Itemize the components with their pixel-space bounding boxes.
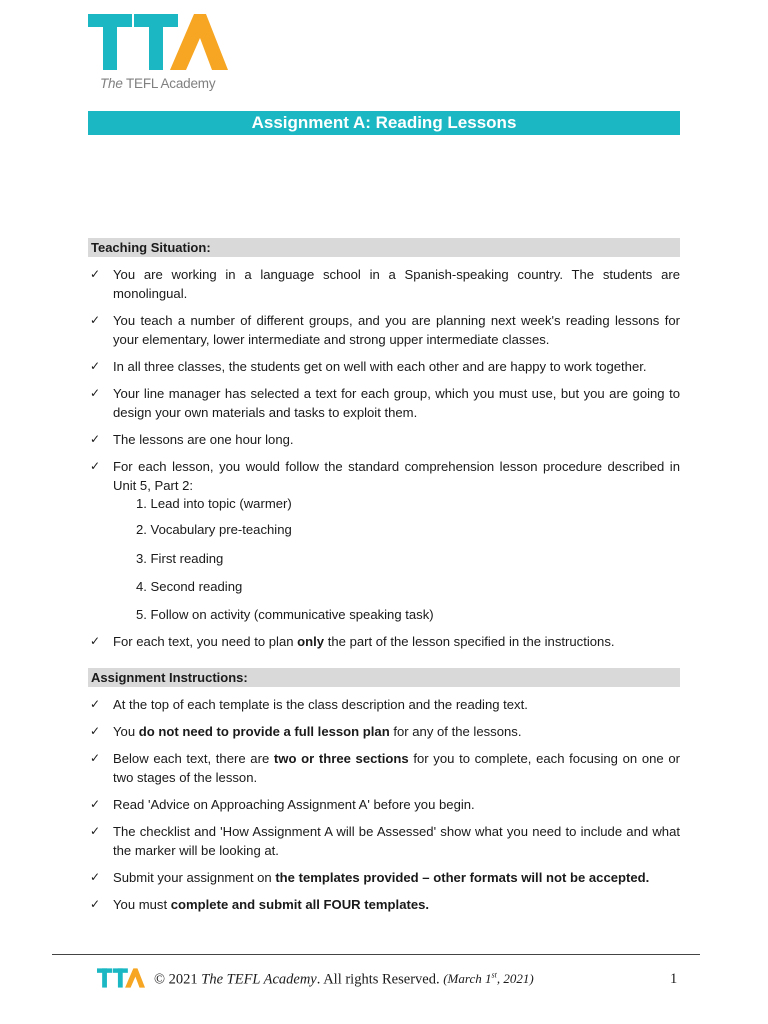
- footer-copyright: © 2021 The TEFL Academy. All rights Reserved. (March 1st, 2021): [154, 971, 534, 988]
- teaching-situation-heading: Teaching Situation:: [88, 238, 680, 257]
- logo-tagline: The TEFL Academy: [100, 76, 216, 91]
- procedure-step: 1. Lead into topic (warmer): [136, 496, 292, 511]
- footer-divider: [52, 954, 700, 955]
- page-title: Assignment A: Reading Lessons: [88, 111, 680, 135]
- tta-logo: [88, 14, 228, 94]
- check-icon: ✓: [90, 267, 101, 281]
- list-item: ✓ The lessons are one hour long.: [90, 432, 294, 447]
- teaching-situation-final: [88, 632, 680, 651]
- procedure-step: 5. Follow on activity (communicative speaking task): [136, 607, 434, 622]
- check-icon: ✓: [90, 697, 101, 711]
- list-item: ✓ You are working in a language school in a Spanish-speaking country. The students are monolingual.: [90, 267, 680, 301]
- check-icon: ✓: [90, 897, 101, 911]
- procedure-step: 4. Second reading: [136, 579, 243, 594]
- tta-logo-small: [97, 964, 145, 994]
- list-item: ✓ Submit your assignment on the templates provided – other formats will not be accepted.: [90, 870, 650, 885]
- check-icon: ✓: [90, 432, 101, 446]
- assignment-instructions-heading: Assignment Instructions:: [88, 668, 680, 687]
- list-item: ✓ You teach a number of different groups, and you are planning next week's reading lessons for your elementary, lower intermediate and strong upper intermediate classes.: [90, 313, 680, 347]
- check-icon: ✓: [90, 459, 101, 473]
- teaching-situation-list: [88, 265, 680, 495]
- procedure-step: 2. Vocabulary pre-teaching: [136, 522, 292, 537]
- check-icon: ✓: [90, 751, 101, 765]
- list-item: ✓ Read 'Advice on Approaching Assignment A' before you begin.: [90, 797, 475, 812]
- check-icon: ✓: [90, 824, 101, 838]
- check-icon: ✓: [90, 359, 101, 373]
- footer-logo: [97, 964, 145, 994]
- check-icon: ✓: [90, 313, 101, 327]
- list-item: ✓ For each lesson, you would follow the standard comprehension lesson procedure described in Unit 5, Part 2:: [90, 459, 680, 493]
- list-item: ✓ Your line manager has selected a text for each group, which you must use, but you are going to design your own materials and tasks to exploit them.: [90, 386, 680, 420]
- tta-logo-mark: [88, 14, 228, 76]
- check-icon: ✓: [90, 797, 101, 811]
- page-number: 1: [670, 971, 678, 987]
- check-icon: ✓: [90, 634, 101, 648]
- assignment-instructions-list: [88, 695, 680, 914]
- list-item: ✓ You do not need to provide a full lesson plan for any of the lessons.: [90, 724, 522, 739]
- list-item: ✓ The checklist and 'How Assignment A will be Assessed' show what you need to include and what the marker will be looking at.: [90, 824, 680, 858]
- check-icon: ✓: [90, 870, 101, 884]
- procedure-step: 3. First reading: [136, 551, 224, 566]
- list-item: ✓ You must complete and submit all FOUR templates.: [90, 897, 430, 912]
- list-item: ✓ Below each text, there are two or three sections for you to complete, each focusing on one or two stages of the lesson.: [90, 751, 680, 785]
- list-item: ✓ At the top of each template is the class description and the reading text.: [90, 697, 528, 712]
- check-icon: ✓: [90, 724, 101, 738]
- list-item: ✓ In all three classes, the students get on well with each other and are happy to work together.: [90, 359, 647, 374]
- list-item: ✓ For each text, you need to plan only the part of the lesson specified in the instructions.: [90, 634, 615, 649]
- check-icon: ✓: [90, 386, 101, 400]
